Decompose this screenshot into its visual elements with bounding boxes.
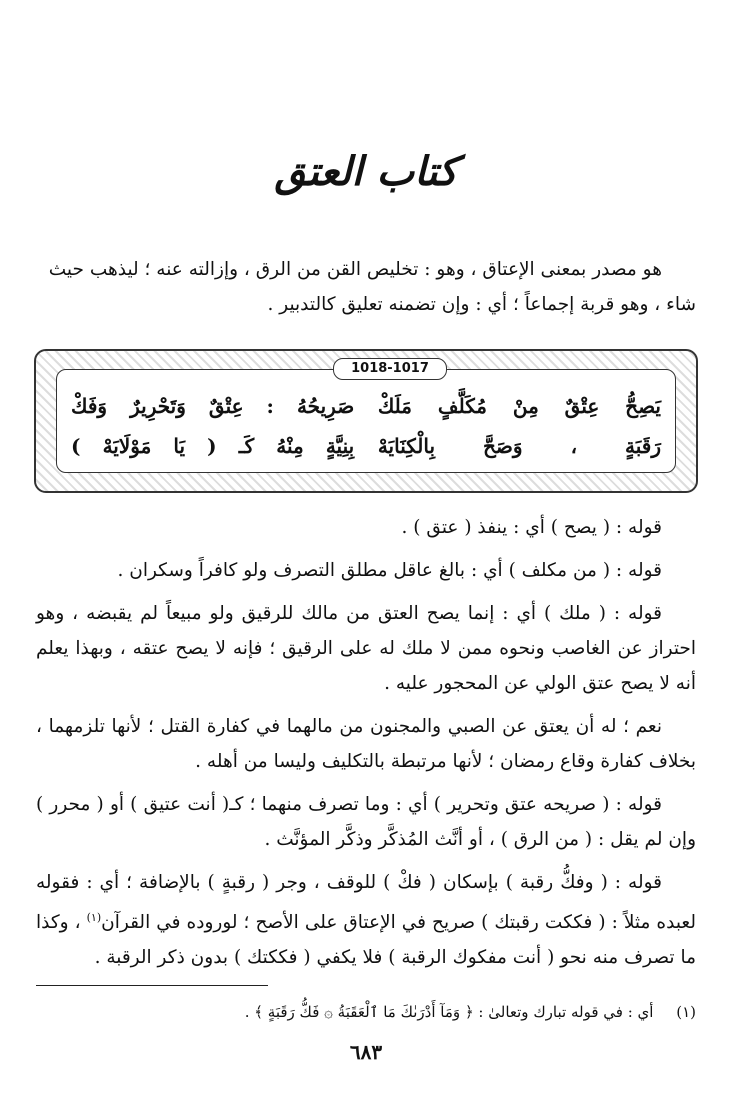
intro-line-1: هو مصدر بمعنى الإعتاق ، وهو : تخليص القن من الرق ، وإزالته عنه ؛ ليذهب حيث (48, 259, 662, 280)
verse-row-1 (71, 386, 661, 426)
paragraph-1: قوله : ( يصح ) أي : ينفذ ( عتق ) . (401, 517, 662, 538)
verse-row-2 (71, 426, 661, 466)
commentary-body (36, 510, 696, 975)
verse-1-first-hemistich: يَصِحُّ عِتْقٌ مِنْ مُكَلَّفٍ مَلَكْ (377, 394, 661, 418)
footnote-reference[interactable]: (١) (86, 911, 102, 924)
footnote-divider (36, 985, 268, 986)
chapter-title: كتاب العتق (274, 148, 458, 195)
verse-frame-inner (56, 361, 676, 473)
verse-range-label: 1018-1017 (333, 358, 447, 380)
verse-frame (34, 349, 698, 493)
paragraph-2: قوله : ( من مكلف ) أي : بالغ عاقل مطلق التصرف ولو كافراً وسكران . (117, 560, 662, 581)
footnote (36, 1000, 696, 1024)
paragraph-3: قوله : ( ملك ) أي : إنما يصح العتق من مالك للرقيق ولو مبيعاً لم يقبضه ، وهو احتراز عن الغاصب ونحوه ممن لا ملك له على الرقيق ؛ فإنه لا يصح عتقه ، وبهذا يعلم أنه لا يصح عتق الولي عن المحجور عليه . (36, 603, 696, 694)
verse-2-first-hemistich: رَقَبَةٍ ، وَصَحَّ بِالْكِنَايَهْ (377, 434, 661, 458)
intro-paragraph (36, 252, 696, 322)
footnote-text: أي : في قوله تبارك وتعالىٰ : ﴿ وَمَآ أَدْرَىٰكَ مَا ٱلْعَقَبَةُ ۞ فَكُّ رَقَبَةٍ ﴾ . (244, 1003, 654, 1021)
intro-line-2: شاء ، وهو قربة إجماعاً ؛ أي : وإن تضمنه تعليق كالتدبير . (267, 294, 696, 315)
footnote-number: (١) (676, 1003, 696, 1021)
paragraph-6-part-2: ، وكذا ما تصرف منه نحو ( أنت مفكوك الرقبة ) فلا يكفي ( فككتك ) بدون ذكر الرقبة . (36, 912, 696, 969)
verse-2-second-hemistich: بِنِيَّةٍ مِنْهُ كَـ ( يَا مَوْلَايَهْ ) (71, 434, 355, 458)
paragraph-5: قوله : ( صريحه عتق وتحرير ) أي : وما تصرف منهما ؛ كـ( أنت عتيق ) أو ( محرر ) وإن لم يقل : ( من الرق ) ، أو أنَّث المُذكَّر وذكَّر المؤنَّث . (36, 794, 696, 850)
paragraph-6-part-1: قوله : ( وفكُّ رقبة ) بإسكان ( فكْ ) للوقف ، وجر ( رقبةٍ ) بالإضافة ؛ أي : فقوله لعبده مثلاً : ( فككت رقبتك ) صريح في الإعتاق على الأصح ؛ لوروده في القرآن (36, 872, 696, 934)
verse-1-second-hemistich: صَرِيحُهُ : عِتْقٌ وَتَحْرِيرٌ وَفَكْ (71, 394, 355, 418)
paragraph-6 (36, 865, 696, 975)
paragraph-4: نعم ؛ له أن يعتق عن الصبي والمجنون من مالهما في كفارة القتل ؛ لأنها تلزمهما ، بخلاف كفارة وقاع رمضان ؛ لأنها مرتبطة بالتكليف وليسا من أهله . (36, 716, 696, 772)
page-number: ٦٨٣ (349, 1040, 383, 1064)
